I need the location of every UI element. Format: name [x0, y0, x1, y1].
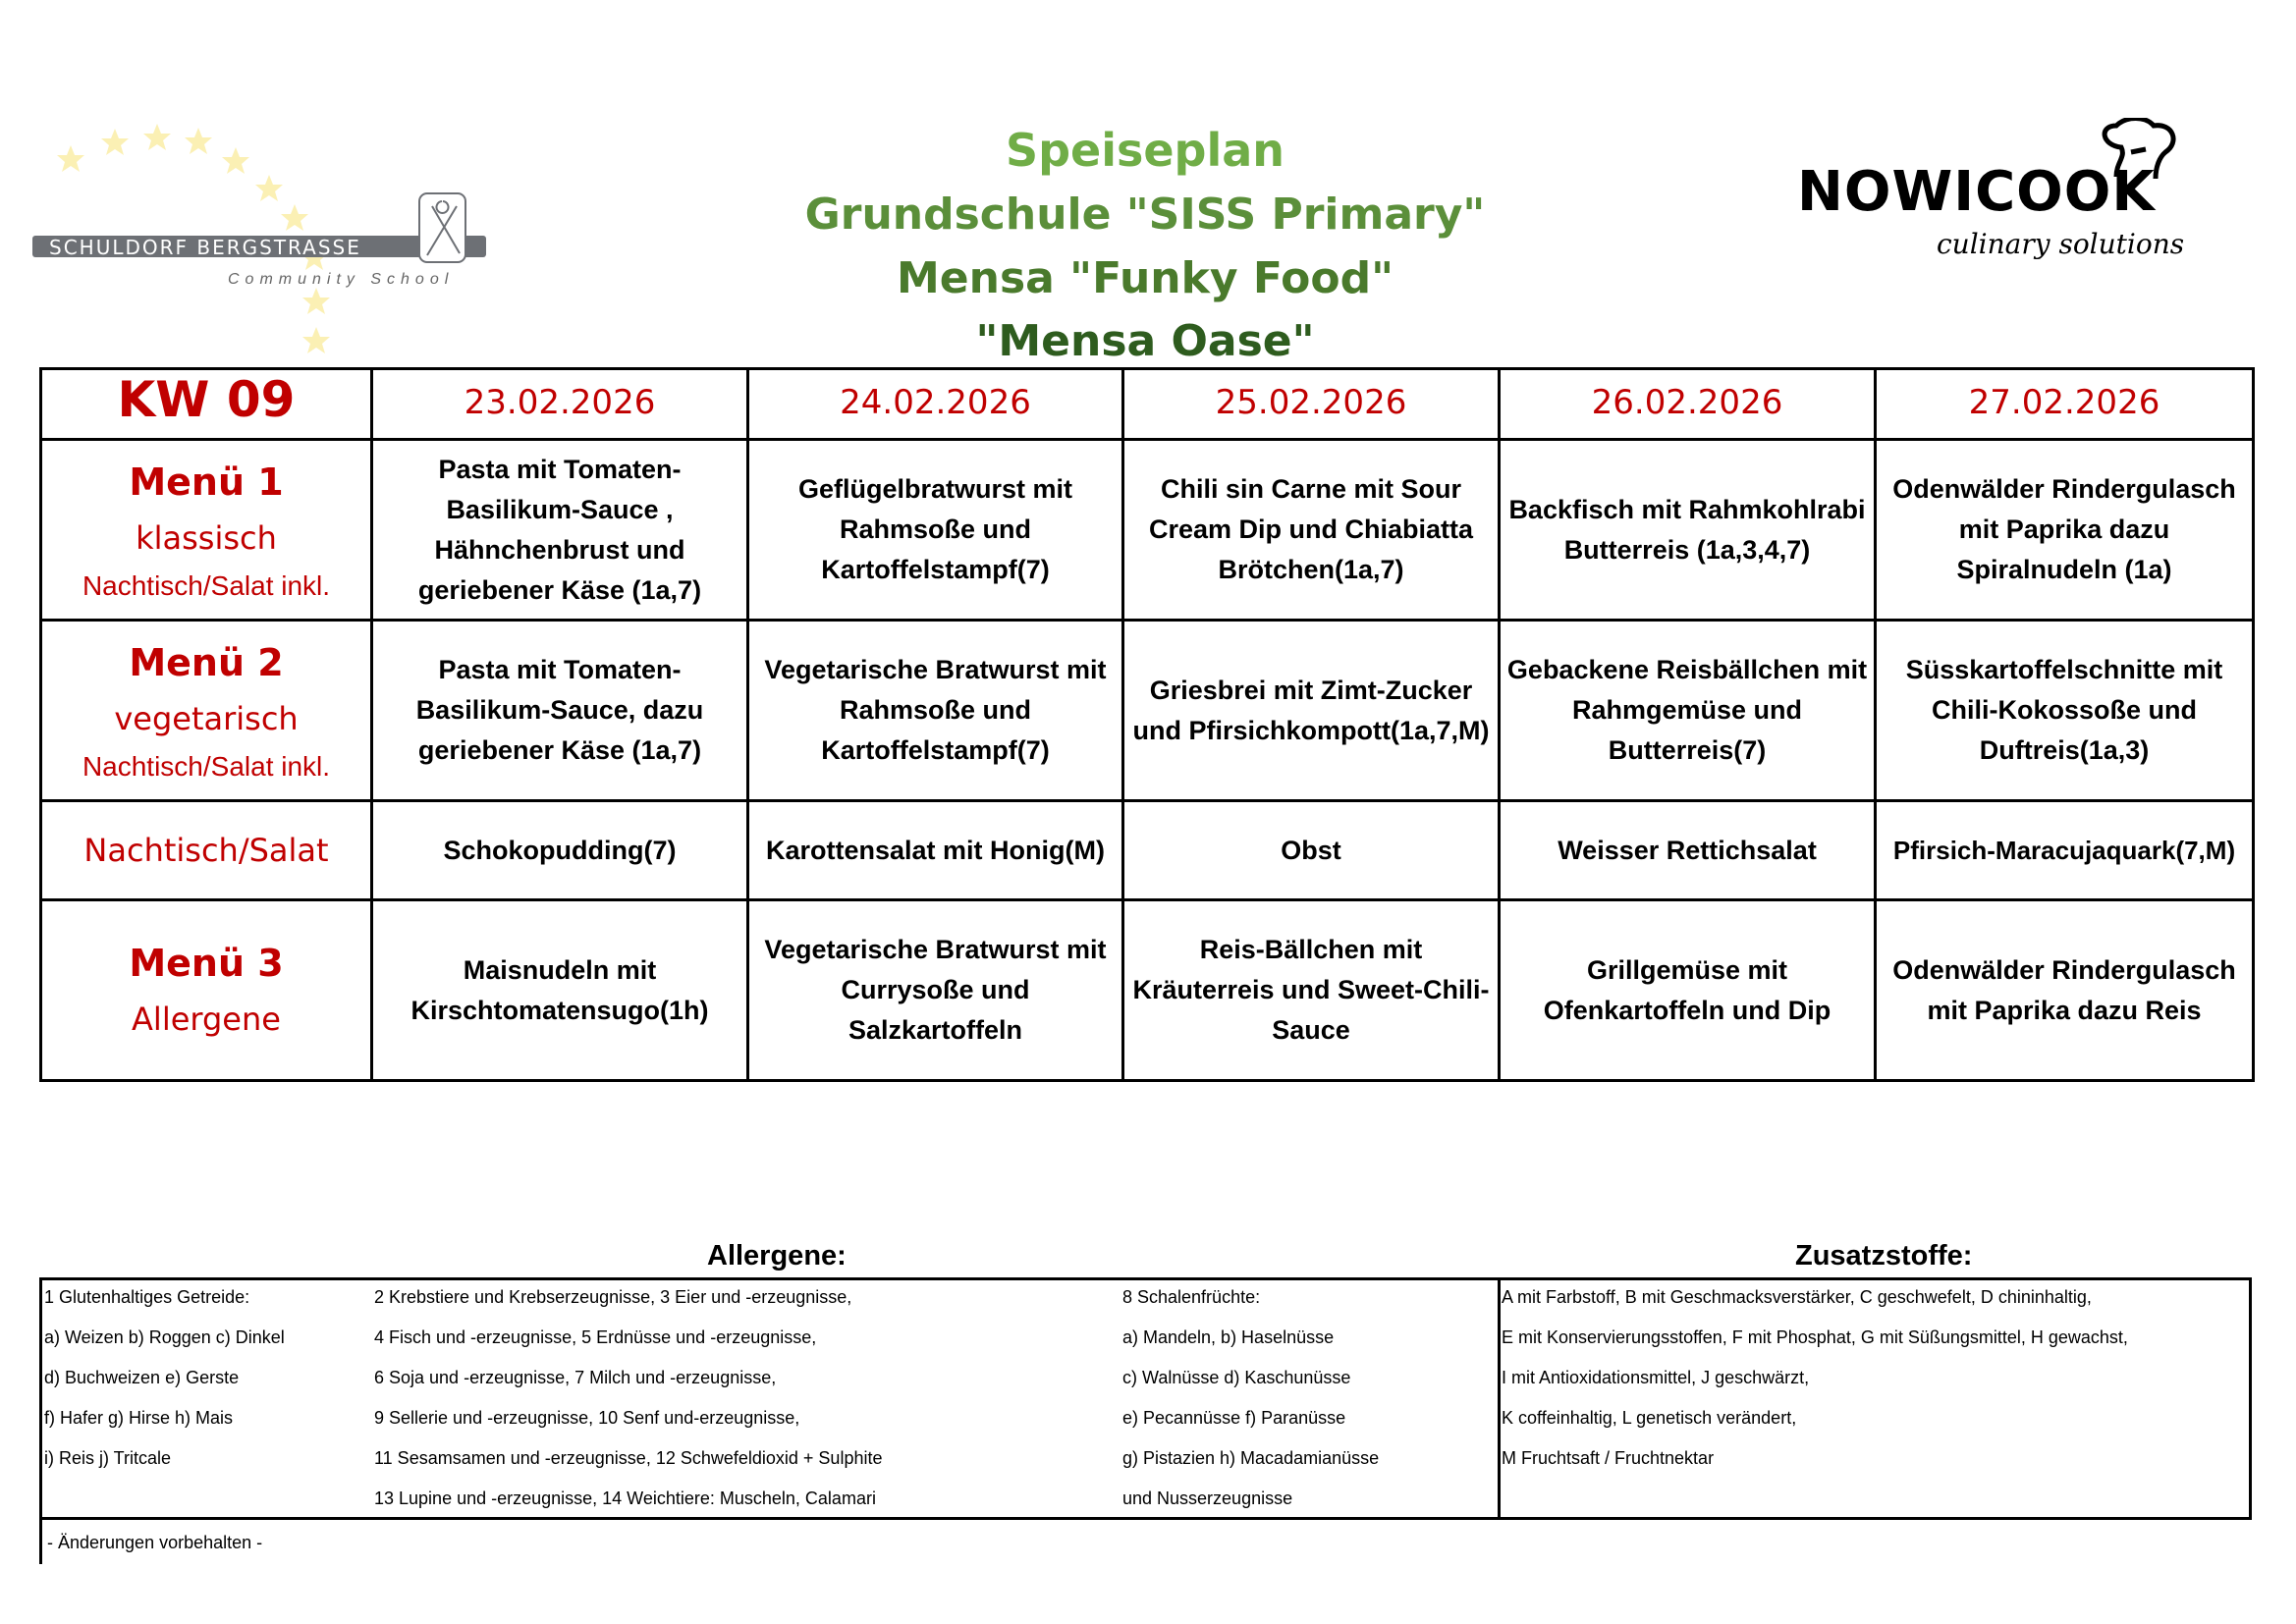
legend-col1-line: 1 Glutenhaltiges Getreide:	[44, 1287, 250, 1307]
row-label	[41, 621, 372, 801]
date-cell	[1500, 369, 1876, 440]
meal-cell: Geflügelbratwurst mit Rahmsoße und Kartoffelstampf(7)	[748, 440, 1123, 621]
menu-row-1	[41, 440, 2254, 621]
meal-cell: Schokopudding(7)	[372, 801, 748, 900]
school-logo-sub: Community School	[228, 271, 455, 288]
school-logo	[29, 118, 501, 363]
meal-cell: Odenwälder Rindergulasch mit Paprika dazu Reis	[1876, 900, 2254, 1081]
row-subtitle: vegetarisch	[114, 699, 299, 737]
meal-cell: Pfirsich-Maracujaquark(7,M)	[1876, 801, 2254, 900]
legend-col4-line: E mit Konservierungsstoffen, F mit Phosphat, G mit Süßungsmittel, H gewachst,	[1502, 1327, 2128, 1347]
date-label: 23.02.2026	[464, 383, 656, 422]
row-title: Menü 2	[129, 640, 284, 684]
legend-col4-line: I mit Antioxidationsmittel, J geschwärzt,	[1502, 1368, 1810, 1387]
meal-cell: Pasta mit Tomaten-Basilikum-Sauce, dazu geriebener Käse (1a,7)	[372, 621, 748, 801]
date-label: 25.02.2026	[1215, 383, 1407, 422]
meal-cell: Griesbrei mit Zimt-Zucker und Pfirsichkompott(1a,7,M)	[1123, 621, 1500, 801]
legend-col4-line: A mit Farbstoff, B mit Geschmacksverstärker, C geschwefelt, D chininhaltig,	[1502, 1287, 2092, 1307]
date-cell	[748, 369, 1123, 440]
date-cell	[1876, 369, 2254, 440]
meal-cell: Reis-Bällchen mit Kräuterreis und Sweet-Chili-Sauce	[1123, 900, 1500, 1081]
meal-cell: Karottensalat mit Honig(M)	[748, 801, 1123, 900]
row-title: Menü 1	[129, 460, 284, 504]
legend-col2-line: 11 Sesamsamen und -erzeugnisse, 12 Schwefeldioxid + Sulphite	[374, 1448, 883, 1468]
legend-col3-line: c) Walnüsse d) Kaschunüsse	[1122, 1368, 1351, 1387]
week-label: KW 09	[117, 371, 296, 428]
legend-col1-line: f) Hafer g) Hirse h) Mais	[44, 1408, 234, 1428]
mensa-name: Mensa "Funky Food"	[897, 253, 1394, 303]
legend-col2-line: 13 Lupine und -erzeugnisse, 14 Weichtiere: Muscheln, Calamari	[374, 1489, 876, 1508]
footer-note: - Änderungen vorbehalten -	[47, 1533, 263, 1552]
meal-cell: Pasta mit Tomaten-Basilikum-Sauce , Hähnchenbrust und geriebener Käse (1a,7)	[372, 440, 748, 621]
row-label	[41, 440, 372, 621]
meal-cell: Grillgemüse mit Ofenkartoffeln und Dip	[1500, 900, 1876, 1081]
row-subtitle: klassisch	[136, 518, 277, 557]
date-label: 26.02.2026	[1591, 383, 1783, 422]
allergene-heading: Allergene:	[707, 1240, 847, 1272]
nowicook-logo-name: NOWICOOK	[1797, 160, 2156, 224]
school-logo-name: SCHULDORF BERGSTRASSE	[49, 236, 361, 259]
zusatzstoffe-heading: Zusatzstoffe:	[1795, 1240, 1973, 1272]
meal-cell: Süsskartoffelschnitte mit Chili-Kokossoße und Duftreis(1a,3)	[1876, 621, 2254, 801]
row-title: Nachtisch/Salat	[83, 832, 329, 869]
row-subtitle: Allergene	[132, 1000, 281, 1038]
legend-col3-line: a) Mandeln, b) Haselnüsse	[1122, 1327, 1335, 1347]
legend-col2-line: 2 Krebstiere und Krebserzeugnisse, 3 Eier und -erzeugnisse,	[374, 1287, 852, 1307]
meal-cell: Vegetarische Bratwurst mit Currysoße und Salzkartoffeln	[748, 900, 1123, 1081]
date-cell	[1123, 369, 1500, 440]
menu-row-3	[41, 900, 2254, 1081]
legend-col3-line: und Nusserzeugnisse	[1122, 1489, 1293, 1508]
legend-col1-line: i) Reis j) Tritcale	[44, 1448, 172, 1468]
header-row	[41, 369, 2254, 440]
legend-col3-line: 8 Schalenfrüchte:	[1122, 1287, 1261, 1307]
row-note: Nachtisch/Salat inkl.	[82, 569, 331, 601]
legend-col3-line: e) Pecannüsse f) Paranüsse	[1122, 1408, 1346, 1428]
menu-row-2	[41, 621, 2254, 801]
meal-cell: Vegetarische Bratwurst mit Rahmsoße und Kartoffelstampf(7)	[748, 621, 1123, 801]
meal-cell: Obst	[1123, 801, 1500, 900]
legend-col2-line: 4 Fisch und -erzeugnisse, 5 Erdnüsse und -erzeugnisse,	[374, 1327, 817, 1347]
meal-cell: Odenwälder Rindergulasch mit Paprika dazu Spiralnudeln (1a)	[1876, 440, 2254, 621]
row-note: Nachtisch/Salat inkl.	[82, 750, 331, 782]
mensa-name-2: "Mensa Oase"	[975, 316, 1315, 366]
menu-table	[39, 367, 2255, 1082]
row-title: Menü 3	[129, 941, 284, 985]
meal-cell: Weisser Rettichsalat	[1500, 801, 1876, 900]
legend-col4-line: M Fruchtsaft / Fruchtnektar	[1502, 1448, 1715, 1468]
footer-line	[39, 1519, 42, 1564]
legend-col2-line: 9 Sellerie und -erzeugnisse, 10 Senf und-erzeugnisse,	[374, 1408, 800, 1428]
meal-cell: Gebackene Reisbällchen mit Rahmgemüse und Butterreis(7)	[1500, 621, 1876, 801]
school-name: Grundschule "SISS Primary"	[804, 189, 1486, 240]
dessert-row	[41, 801, 2254, 900]
row-label	[41, 801, 372, 900]
meal-cell: Maisnudeln mit Kirschtomatensugo(1h)	[372, 900, 748, 1081]
week-cell	[41, 369, 372, 440]
meal-cell: Chili sin Carne mit Sour Cream Dip und Chiabiatta Brötchen(1a,7)	[1123, 440, 1500, 621]
legend-col4-line: K coffeinhaltig, L genetisch verändert,	[1502, 1408, 1797, 1428]
legend-col1-line: a) Weizen b) Roggen c) Dinkel	[44, 1327, 285, 1347]
legend-col3-line: g) Pistazien h) Macadamianüsse	[1122, 1448, 1380, 1468]
nowicook-logo	[1797, 118, 2229, 275]
legend-col2-line: 6 Soja und -erzeugnisse, 7 Milch und -erzeugnisse,	[374, 1368, 777, 1387]
date-label: 24.02.2026	[840, 383, 1031, 422]
legend-divider	[1498, 1277, 1501, 1520]
row-label	[41, 900, 372, 1081]
legend-box	[39, 1277, 2252, 1520]
nowicook-logo-sub: culinary solutions	[1937, 228, 2185, 260]
legend-col1-line: d) Buchweizen e) Gerste	[44, 1368, 240, 1387]
date-cell	[372, 369, 748, 440]
page-title: Speiseplan	[1005, 124, 1285, 177]
date-label: 27.02.2026	[1968, 383, 2160, 422]
meal-cell: Backfisch mit Rahmkohlrabi Butterreis (1a,3,4,7)	[1500, 440, 1876, 621]
